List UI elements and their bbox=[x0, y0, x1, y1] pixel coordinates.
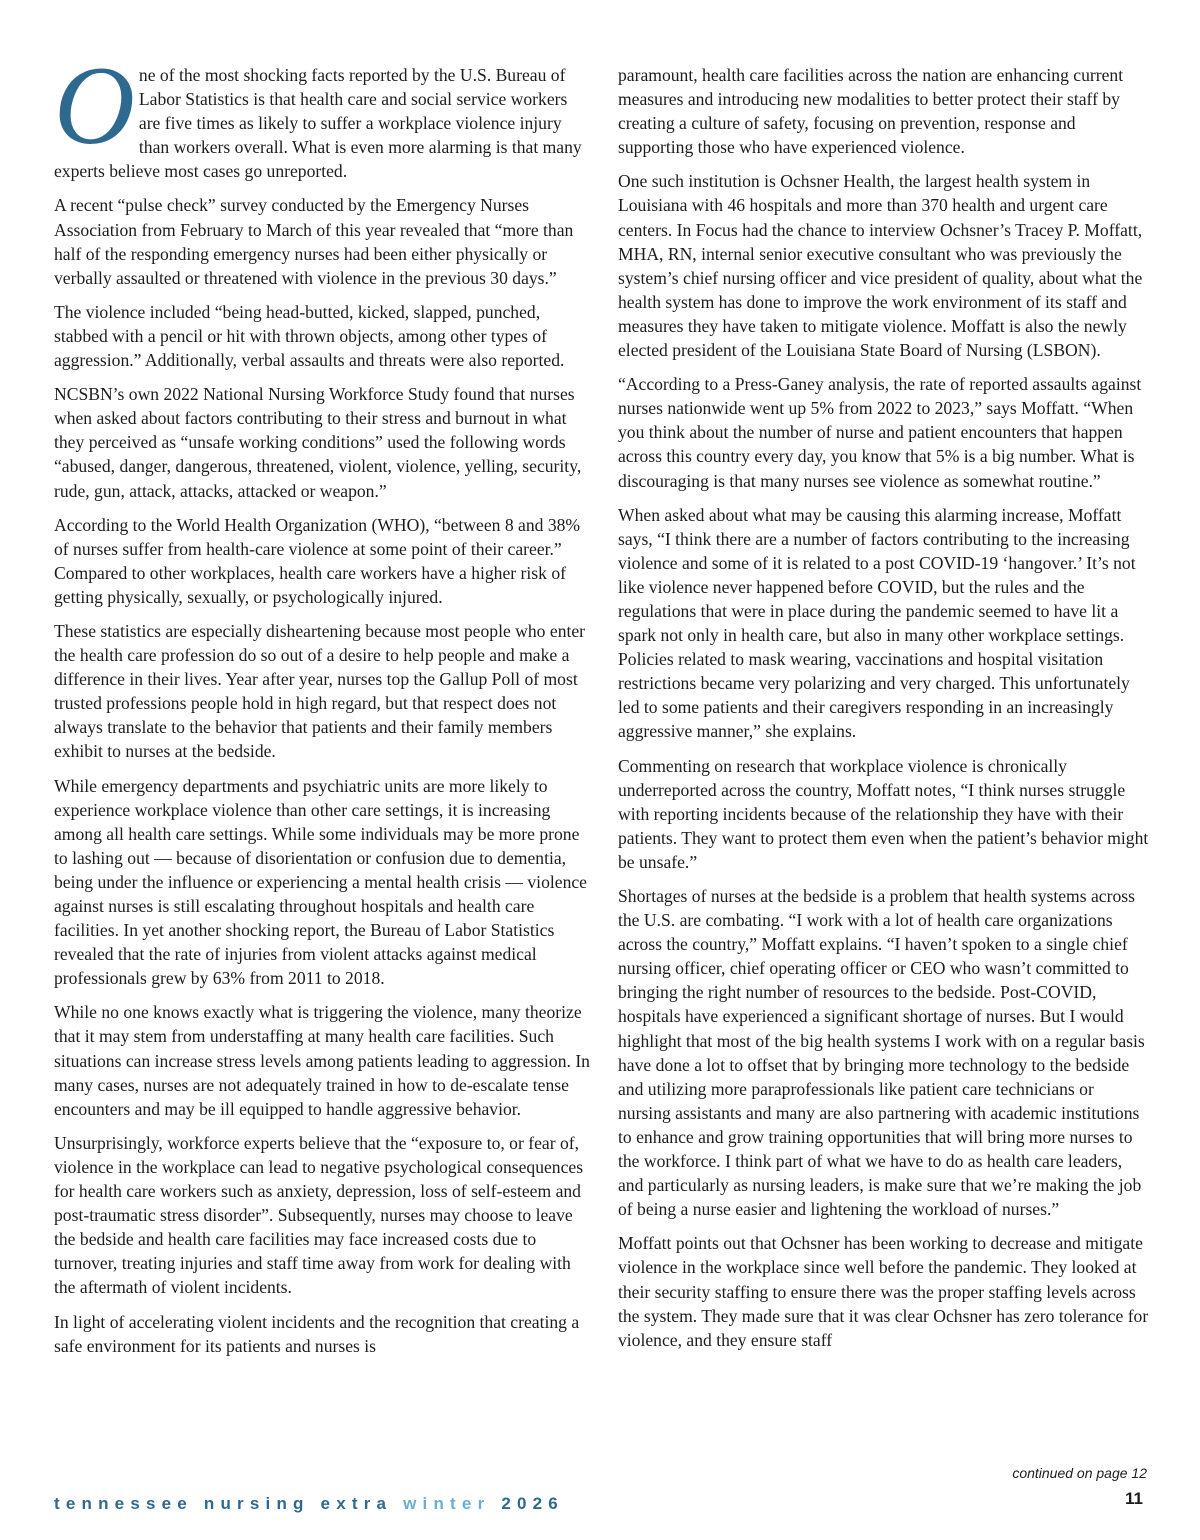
paragraph bbox=[54, 44, 590, 183]
drop-cap: O bbox=[54, 44, 135, 168]
paragraph: When asked about what may be causing this alarming increase, Moffatt says, “I think there are a number of factors contributing to the increasing violence and some of it is related to a post COVID-19 ‘hangover.’ It’s not like violence never happened before COVID, but the rules and the regulations that were in place during the pandemic seemed to have lit a spark not only in health care, but also in many other workplace settings. Policies related to mask wearing, vaccinations and hospital visitation restrictions became very polarizing and very charged. This unfortunately led to some patients and their caregivers responding in an increasingly aggressive manner,” she explains. bbox=[618, 504, 1136, 742]
paragraph: NCSBN’s own 2022 National Nursing Workforce Study found that nurses when asked about factors contributing to their stress and burnout in what they perceived as “unsafe working conditions” used the following words “abused, danger, dangerous, threatened, violent, violence, yelling, security, rude, gun, attack, attacks, attacked or weapon.” bbox=[54, 384, 582, 501]
paragraph: Commenting on research that workplace violence is chronically underreported across the country, Moffatt notes, “I think nurses struggle with reporting incidents because of the relationship they have with their patients. They want to protect them even when the patient’s behavior might be unsafe.” bbox=[618, 755, 1149, 872]
left-column bbox=[54, 44, 590, 1368]
paragraph: Moffatt points out that Ochsner has been working to decrease and mitigate violence in the workplace since well before the pandemic. They looked at their security staffing to ensure there was the proper staffing levels across the system. They made sure that it was clear Ochsner has zero tolerance for violence, and they ensure staff bbox=[618, 1233, 1149, 1350]
paragraph: While emergency departments and psychiatric units are more likely to experience workplace violence than other care settings, it is increasing among all health care settings. While some individuals may be more prone to lashing out — because of disorientation or confusion due to dementia, being under the influence or experiencing a mental health crisis — violence against nurses is still escalating throughout hospitals and health care facilities. In yet another shocking report, the Bureau of Labor Statistics revealed that the rate of injuries from violent attacks against medical professionals grew by 63% from 2011 to 2018. bbox=[54, 775, 587, 989]
paragraph: While no one knows exactly what is triggering the violence, many theorize that it may stem from understaffing at many health care facilities. Such situations can increase stress levels among patients leading to aggression. In many cases, nurses are not adequately trained in how to de-escalate tense encounters and may be ill equipped to handle aggressive behavior. bbox=[54, 1002, 590, 1119]
paragraph: A recent “pulse check” survey conducted by the Emergency Nurses Association from February to March of this year revealed that “more than half of the responding emergency nurses had been either physically or verbally assaulted or threatened with violence in the previous 30 days.” bbox=[54, 195, 574, 288]
paragraph: “According to a Press-Ganey analysis, the rate of reported assaults against nurses nationwide went up 5% from 2022 to 2023,” says Moffatt. “When you think about the number of nurse and patient encounters that happen across this country every day, you know that 5% is a big number. What is discouraging is that many nurses see violence as somewhat routine.” bbox=[618, 374, 1142, 491]
page-number: 11 bbox=[1125, 1489, 1143, 1508]
publication-name: tennessee nursing extra bbox=[54, 1494, 393, 1513]
paragraph: According to the World Health Organization (WHO), “between 8 and 38% of nurses suffer from health-care violence at some point of their career.” Compared to other workplaces, health care workers have a higher risk of getting physically, sexually, or psychologically injured. bbox=[54, 514, 581, 607]
paragraph-text: ne of the most shocking facts reported by the U.S. Bureau of Labor Statistics is that health care and social service workers are five times as likely to suffer a workplace violence injury than workers overall. What is even more alarming is that many experts believe most cases go unreported. bbox=[54, 65, 582, 182]
publication-year: 2026 bbox=[501, 1494, 564, 1513]
paragraph: The violence included “being head-butted, kicked, slapped, punched, stabbed with a pencil or hit with thrown objects, among other types of aggression.” Additionally, verbal assaults and threats were also reported. bbox=[54, 301, 565, 371]
publication-season: winter bbox=[403, 1494, 491, 1513]
paragraph: In light of accelerating violent incidents and the recognition that creating a safe environment for its patients and nurses is bbox=[54, 1311, 580, 1356]
continued-note: continued on page 12 bbox=[1012, 1465, 1147, 1481]
footer-publication bbox=[54, 1494, 564, 1514]
right-column bbox=[618, 63, 1150, 1362]
paragraph: paramount, health care facilities across the nation are enhancing current measures and introducing new modalities to better protect their staff by creating a culture of safety, focusing on prevention, response and supporting those who have experienced violence. bbox=[618, 65, 1124, 158]
paragraph: These statistics are especially disheartening because most people who enter the health care profession do so out of a desire to help people and make a difference in their lives. Year after year, nurses top the Gallup Poll of most trusted professions people hold in high regard, but that respect does not always translate to the behavior that patients and their family members exhibit to nurses at the bedside. bbox=[54, 620, 586, 762]
paragraph: Shortages of nurses at the bedside is a problem that health systems across the U.S. are combating. “I work with a lot of health care organizations across the country,” Moffatt explains. “I haven’t spoken to a single chief nursing officer, chief operating officer or CEO who wasn’t committed to bringing the right number of resources to the bedside. Post-COVID, hospitals have experienced a significant shortage of nurses. But I would highlight that most of the big health systems I work with on a regular basis have done a lot to offset that by bringing more technology to the bedside and utilizing more paraprofessionals like patient care technicians or nursing assistants and many are also partnering with academic institutions to enhance and grow training opportunities that will bring more nurses to the workforce. I think part of what we have to do as health care leaders, and particularly as nursing leaders, is make sure that we’re making the job of being a nurse easier and lightening the workload of nurses.” bbox=[618, 886, 1145, 1220]
paragraph: Unsurprisingly, workforce experts believe that the “exposure to, or fear of, violence in the workplace can lead to negative psychological consequences for health care workers such as anxiety, depression, loss of self-esteem and post-traumatic stress disorder”. Subsequently, nurses may choose to leave the bedside and health care facilities may face increased costs due to turnover, treating injuries and staff time away from work for dealing with the aftermath of violent incidents. bbox=[54, 1132, 584, 1298]
paragraph: One such institution is Ochsner Health, the largest health system in Louisiana with 46 hospitals and more than 370 health and urgent care centers. In Focus had the chance to interview Ochsner’s Tracey P. Moffatt, MHA, RN, internal senior executive consultant who was previously the system’s chief nursing officer and vice president of quality, about what the health system has done to improve the work environment of its staff and measures they have taken to mitigate violence. Moffatt is also the newly elected president of the Louisiana State Board of Nursing (LSBON). bbox=[618, 171, 1143, 361]
